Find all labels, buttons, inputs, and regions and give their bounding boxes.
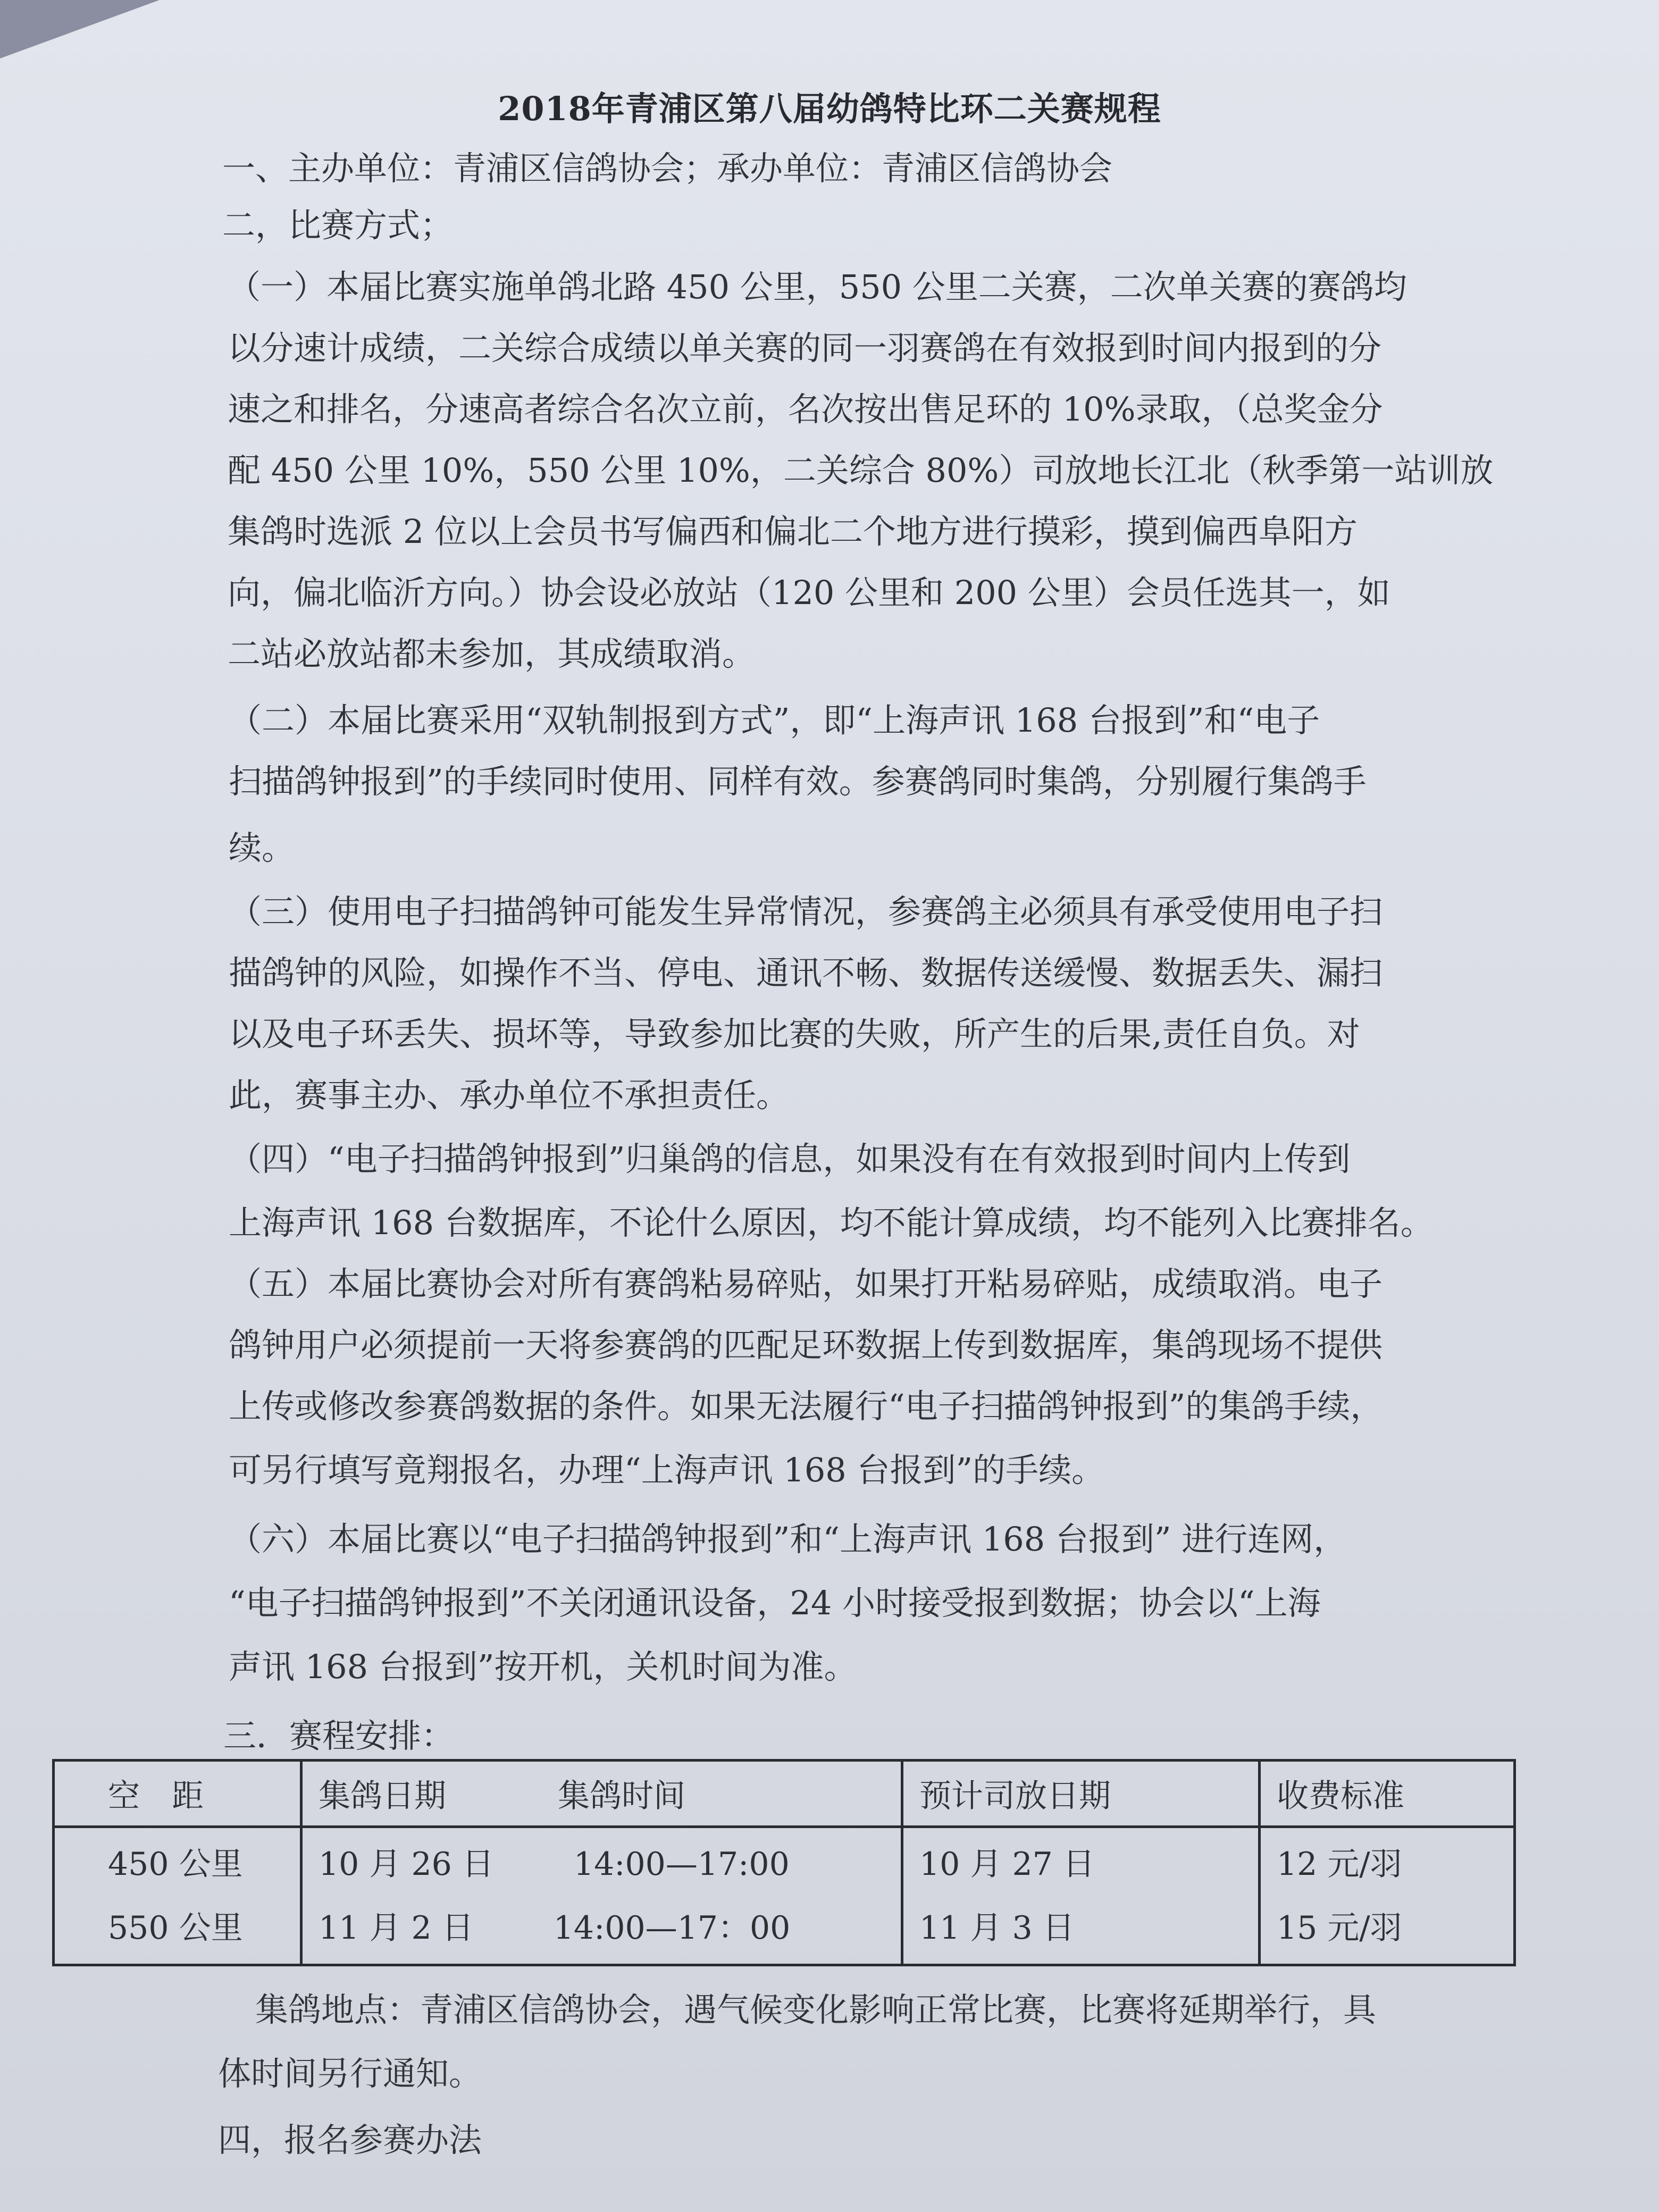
section-4-heading: 四，报名参赛办法 — [218, 2121, 482, 2159]
clause-1-line-2: 以分速计成绩，二关综合成绩以单关赛的同一羽赛鸽在有效报到时间内报到的分 — [228, 329, 1382, 367]
header-time: 集鸽时间 — [558, 1778, 685, 1815]
schedule-table — [52, 1759, 1516, 1966]
clause-1-line-4: 配 450 公里 10%，550 公里 10%，二关综合 80%）司放地长江北（秋季第一站训放 — [228, 451, 1494, 490]
row-2-date-time — [319, 1896, 901, 1960]
clause-1-line-5: 集鸽时选派 2 位以上会员书写偏西和偏北二个地方进行摸彩，摸到偏西阜阳方 — [228, 512, 1358, 551]
release-cell — [902, 1827, 1260, 1965]
clause-5-line-1: （五）本届比赛协会对所有赛鸽粘易碎贴，如果打开粘易碎贴，成绩取消。电子 — [229, 1264, 1383, 1303]
clause-1-line-7: 二站必放站都未参加，其成绩取消。 — [228, 634, 756, 673]
section-2-heading: 二，比赛方式； — [222, 206, 454, 245]
document-title: 2018年青浦区第八届幼鸽特比环二关赛规程 — [498, 89, 1161, 128]
header-fee: 收费标准 — [1260, 1761, 1515, 1827]
clause-3-line-3: 以及电子环丢失、损坏等，导致参加比赛的失败，所产生的后果,责任自负。对 — [229, 1015, 1360, 1053]
clause-5-line-2: 鸽钟用户必须提前一天将参赛鸽的匹配足环数据上传到数据库，集鸽现场不提供 — [229, 1326, 1383, 1364]
row-1-fee: 12 元/羽 — [1277, 1845, 1402, 1883]
row-1-distance: 450 公里 — [108, 1845, 243, 1883]
row-1-date-time — [319, 1832, 901, 1896]
clause-4-line-1: （四）“电子扫描鸽钟报到”归巢鸽的信息，如果没有在有效报到时间内上传到 — [229, 1139, 1351, 1178]
organizer-line: 一、主办单位：青浦区信鸽协会；承办单位：青浦区信鸽协会 — [222, 149, 1113, 188]
clause-2-line-3: 续。 — [229, 828, 295, 867]
row-2-release: 11 月 3 日 — [919, 1909, 1075, 1947]
row-2-distance: 550 公里 — [108, 1909, 243, 1947]
date-time-cell — [301, 1827, 902, 1965]
row-1-time: 14:00—17:00 — [573, 1845, 790, 1883]
row-1-release: 10 月 27 日 — [919, 1845, 1095, 1883]
page-corner-shadow — [0, 0, 160, 58]
schedule-table-header-row — [54, 1761, 1515, 1827]
clause-3-line-4: 此，赛事主办、承办单位不承担责任。 — [229, 1076, 790, 1115]
row-2-fee: 15 元/羽 — [1277, 1909, 1402, 1947]
distance-cell — [54, 1827, 301, 1965]
clause-1-line-6: 向，偏北临沂方向。）协会设必放站（120 公里和 200 公里）会员任选其一，如 — [228, 573, 1390, 612]
clause-6-line-2: “电子扫描鸽钟报到”不关闭通讯设备，24 小时接受报到数据；协会以“上海 — [229, 1583, 1321, 1622]
header-date: 集鸽日期 — [319, 1778, 446, 1815]
row-1-date: 10 月 26 日 — [319, 1845, 494, 1883]
fee-cell — [1260, 1827, 1515, 1965]
row-2-date: 11 月 2 日 — [319, 1909, 474, 1947]
venue-line-2: 体时间另行通知。 — [218, 2054, 482, 2093]
clause-5-line-3: 上传或修改参赛鸽数据的条件。如果无法履行“电子扫描鸽钟报到”的集鸽手续， — [229, 1387, 1384, 1426]
header-distance: 空 距 — [54, 1761, 301, 1827]
clause-3-line-2: 描鸽钟的风险，如操作不当、停电、通讯不畅、数据传送缓慢、数据丢失、漏扫 — [229, 953, 1383, 992]
section-3-heading: 三．赛程安排： — [223, 1716, 455, 1755]
row-2-time: 14:00—17：00 — [553, 1909, 791, 1947]
schedule-table-body — [54, 1827, 1515, 1965]
clause-2-line-2: 扫描鸽钟报到”的手续同时使用、同样有效。参赛鸽同时集鸽，分别履行集鸽手 — [229, 762, 1367, 801]
clause-2-line-1: （二）本届比赛采用“双轨制报到方式”，即“上海声讯 168 台报到”和“电子 — [229, 701, 1320, 740]
header-date-time — [301, 1761, 902, 1827]
header-release: 预计司放日期 — [902, 1761, 1260, 1827]
venue-line-1: 集鸽地点：青浦区信鸽协会，遇气候变化影响正常比赛，比赛将延期举行，具 — [255, 1990, 1377, 2029]
clause-4-line-2: 上海声讯 168 台数据库，不论什么原因，均不能计算成绩，均不能列入比赛排名。 — [229, 1203, 1434, 1242]
clause-5-line-4: 可另行填写竟翔报名，办理“上海声讯 168 台报到”的手续。 — [229, 1451, 1105, 1489]
clause-3-line-1: （三）使用电子扫描鸽钟可能发生异常情况，参赛鸽主必须具有承受使用电子扫 — [229, 892, 1383, 931]
clause-1-line-1: （一）本届比赛实施单鸽北路 450 公里，550 公里二关赛，二次单关赛的赛鸽均 — [228, 267, 1407, 306]
clause-1-line-3: 速之和排名，分速高者综合名次立前，名次按出售足环的 10%录取，（总奖金分 — [228, 390, 1383, 429]
clause-6-line-3: 声讯 168 台报到”按开机，关机时间为准。 — [229, 1647, 857, 1686]
clause-6-line-1: （六）本届比赛以“电子扫描鸽钟报到”和“上海声讯 168 台报到” 进行连网， — [229, 1520, 1347, 1559]
